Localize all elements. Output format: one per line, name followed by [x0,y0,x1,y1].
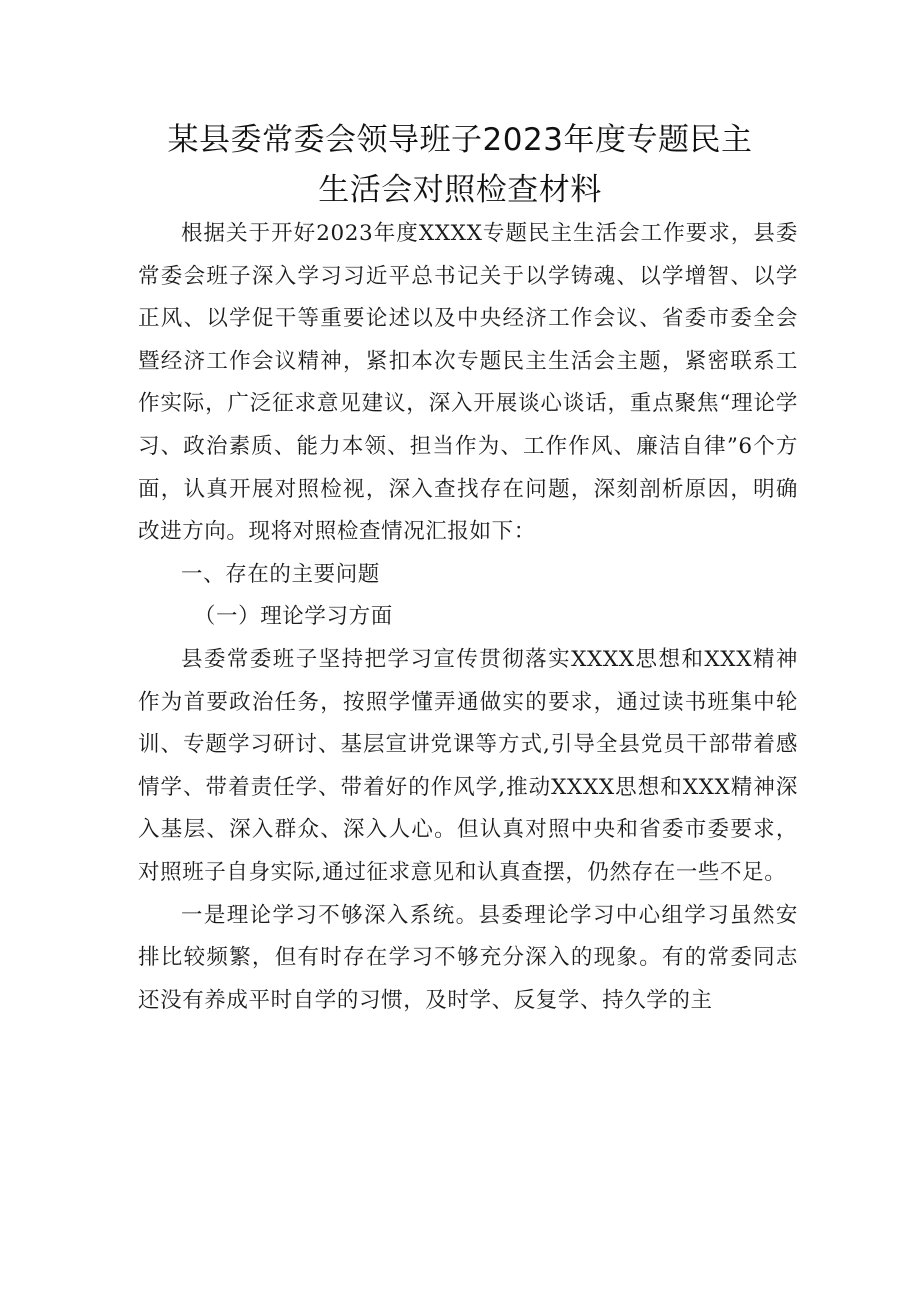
intro-paragraph: 根据关于开好2023年度XXXX专题民主生活会工作要求，县委常委会班子深入学习习近平总书记关于以学铸魂、以学增智、以学正风、以学促干等重要论述以及中央经济工作会议、省委市委全会暨经济工作会议精神，紧扣本次专题民主生活会主题，紧密联系工作实际，广泛征求意见建议，深入开展谈心谈话，重点聚焦“理论学习、政治素质、能力本领、担当作为、工作作风、廉洁自律”6个方面，认真开展对照检视，深入查找存在问题，深刻剖析原因，明确改进方向。现将对照检查情况汇报如下： [138,221,798,545]
issue-one-paragraph: 一是理论学习不够深入系统。县委理论学习中心组学习虽然安排比较频繁，但有时存在学习不够充分深入的现象。有的常委同志还没有养成平时自学的习惯，及时学、反复学、持久学的主 [138,902,798,1013]
document-title-line-1: 某县委常委会领导班子2023年度专题民主 [167,122,753,158]
subsection-heading-theory-study: （一）理论学习方面 [193,604,393,630]
document-body [138,213,798,1022]
section-heading-main-problems: 一、存在的主要问题 [181,561,380,587]
document-title-line-2: 生活会对照检查材料 [318,172,602,208]
theory-study-paragraph: 县委常委班子坚持把学习宣传贯彻落实XXXX思想和XXX精神作为首要政治任务，按照学懂弄通做实的要求，通过读书班集中轮训、专题学习研讨、基层宣讲党课等方式,引导全县党员干部带着感情学、带着责任学、带着好的作风学,推动XXXX思想和XXX精神深入基层、深入群众、深入人心。但认真对照中央和省委市委要求，对照班子自身实际,通过征求意见和认真查摆，仍然存在一些不足。 [138,646,798,885]
